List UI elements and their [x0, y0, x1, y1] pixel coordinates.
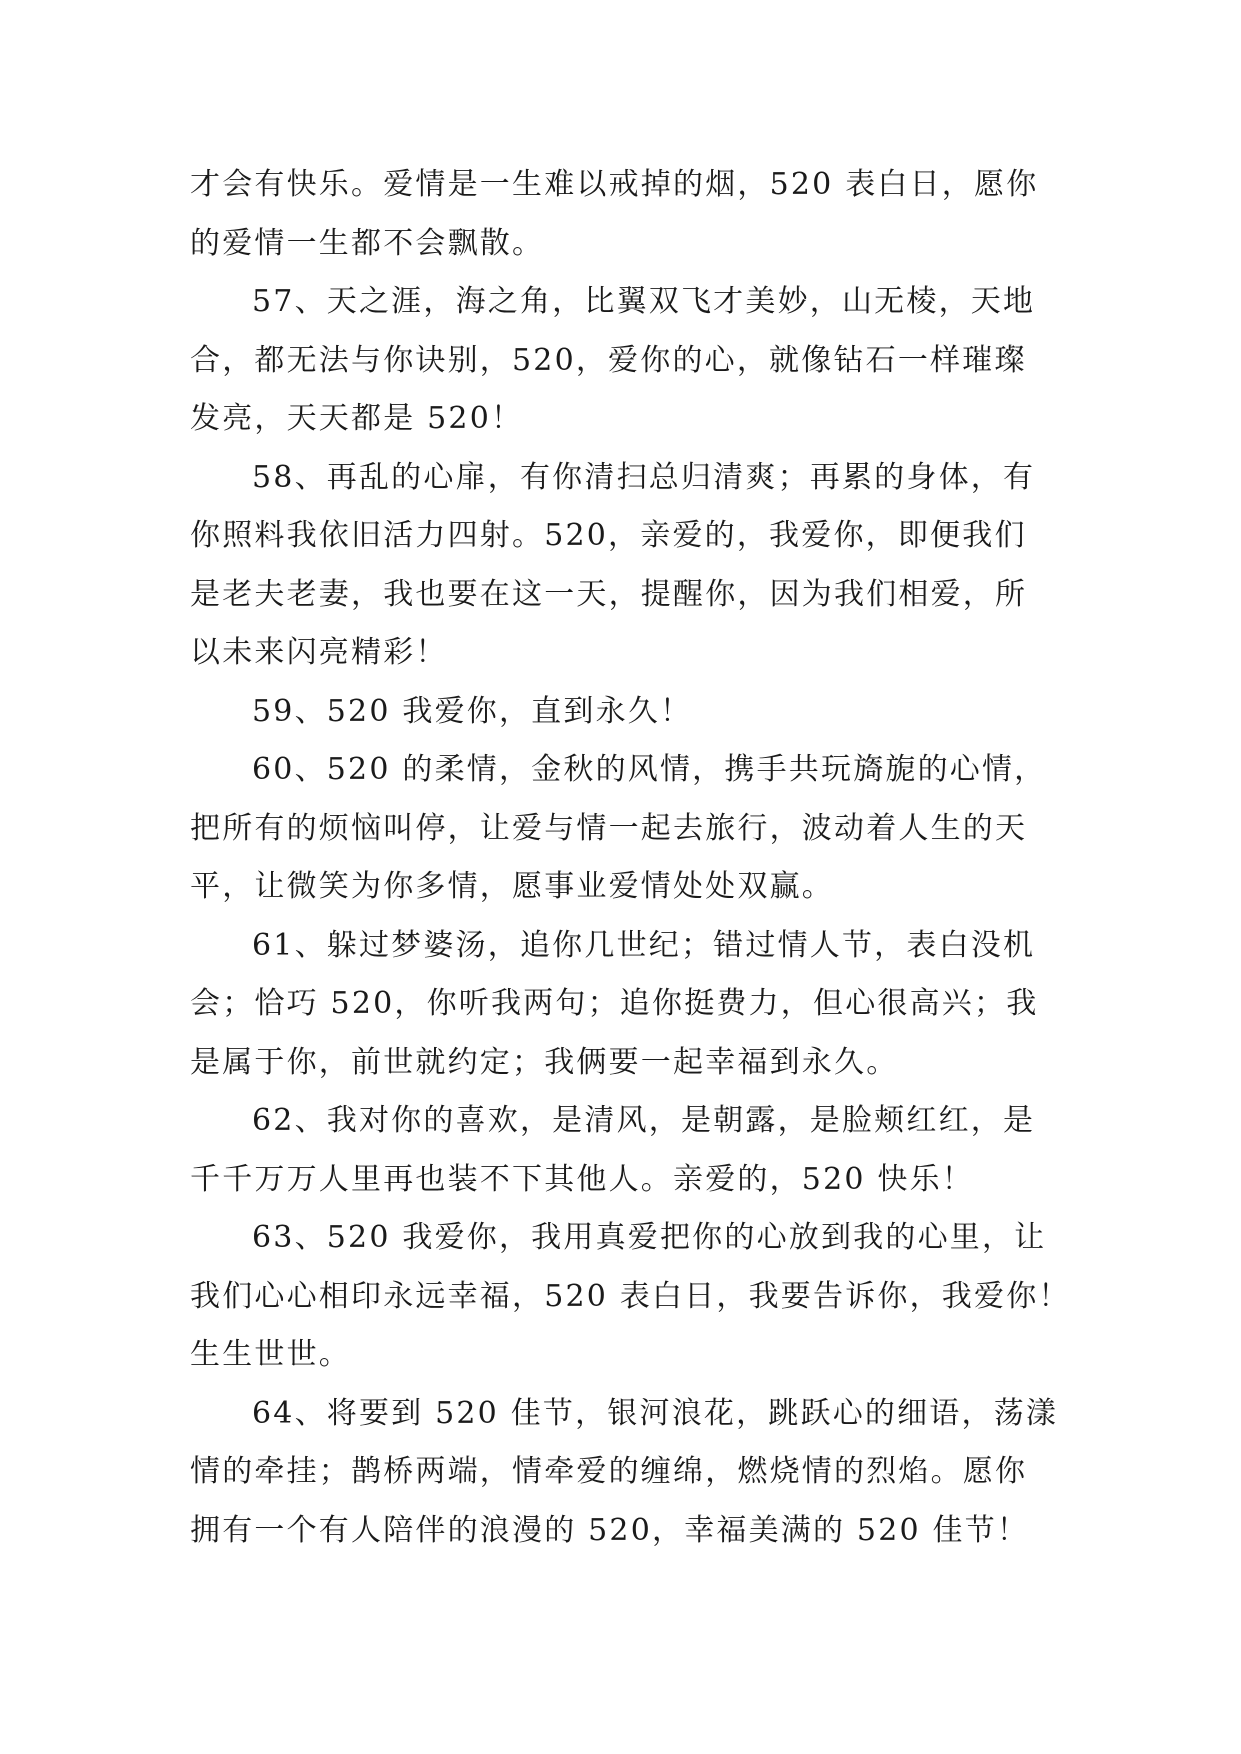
text-line: 你照料我依旧活力四射。520，亲爱的，我爱你，即便我们: [190, 518, 1027, 553]
paragraph-58-start: 58、再乱的心扉，有你清扫总归清爽；再累的身体，有: [252, 459, 1036, 495]
paragraph-61-start: 61、躲过梦婆汤，追你几世纪；错过情人节，表白没机: [252, 927, 1036, 963]
text-line: 才会有快乐。爱情是一生难以戒掉的烟，520 表白日，愿你: [190, 167, 1039, 202]
paragraph-60-start: 60、520 的柔情，金秋的风情，携手共玩旖旎的心情，: [252, 752, 1047, 787]
text-line: 合，都无法与你诀别，520，爱你的心，就像钻石一样璀璨: [190, 342, 1027, 378]
text-line: 会；恰巧 520，你听我两句；追你挺费力，但心很高兴；我: [190, 986, 1039, 1021]
text-line: 的爱情一生都不会飘散。: [190, 225, 545, 261]
text-line: 拥有一个有人陪伴的浪漫的 520，幸福美满的 520 佳节！: [190, 1512, 1030, 1548]
text-line: 我们心心相印永远幸福，520 表白日，我要告诉你，我爱你！: [190, 1278, 1071, 1314]
paragraph-59-start: 59、520 我爱你，直到永久！: [252, 693, 693, 729]
text-line: 把所有的烦恼叫停，让爱与情一起去旅行，波动着人生的天: [190, 810, 1028, 846]
text-line: 是老夫老妻，我也要在这一天，提醒你，因为我们相爱，所: [190, 576, 1028, 612]
text-line: 平，让微笑为你多情，愿事业爱情处处双赢。: [190, 869, 834, 904]
document-body: [190, 156, 1071, 1560]
text-line: 生生世世。: [190, 1337, 351, 1372]
paragraph-62-start: 62、我对你的喜欢，是清风，是朝露，是脸颊红红，是: [252, 1103, 1036, 1138]
text-line: 千千万万人里再也装不下其他人。亲爱的，520 快乐！: [190, 1161, 974, 1197]
paragraph-57-start: 57、天之涯，海之角，比翼双飞才美妙，山无棱，天地: [252, 284, 1036, 319]
paragraph-64-start: 64、将要到 520 佳节，银河浪花，跳跃心的细语，荡漾: [252, 1395, 1059, 1431]
text-line: 是属于你，前世就约定；我俩要一起幸福到永久。: [190, 1044, 899, 1080]
text-line: 发亮，天天都是 520！: [190, 401, 524, 436]
text-line: 情的牵挂；鹊桥两端，情牵爱的缠绵，燃烧情的烈焰。愿你: [190, 1454, 1028, 1489]
paragraph-63-start: 63、520 我爱你，我用真爱把你的心放到我的心里，让: [252, 1220, 1047, 1255]
text-line: 以未来闪亮精彩！: [190, 635, 448, 670]
